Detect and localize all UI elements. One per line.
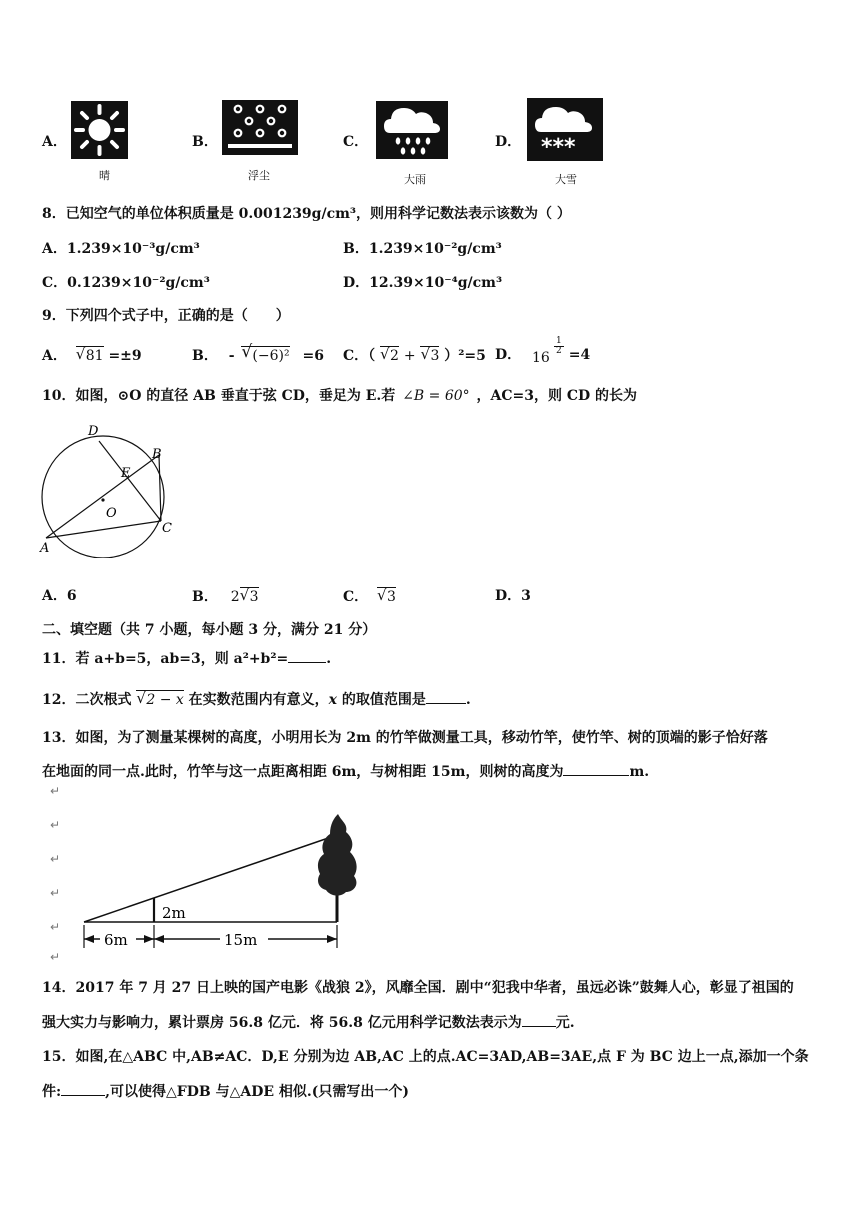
q14-line1: 14．2017 年 7 月 27 日上映的国产电影《战狼 2》，风靡全国．剧中“犯我中华者，虽远必诛”鼓舞人心，彰显了祖国的 <box>42 980 794 996</box>
q14-line2 <box>42 1014 575 1032</box>
q12 <box>42 690 471 709</box>
q12-period: . <box>465 692 471 708</box>
q14-line2-text: 强大实力与影响力，累计票房 56.8 亿元．将 56.8 亿元用科学记数法表示为 <box>42 1015 522 1031</box>
q9-option-c <box>343 346 486 365</box>
q9-a-radical: √ 81 <box>75 345 104 364</box>
q10-b-radicand: 3 <box>249 589 259 605</box>
q9-d-exponent <box>554 337 564 356</box>
sun-icon <box>71 101 128 159</box>
return-mark: ↵ <box>50 852 61 866</box>
q12-variable: x <box>328 692 338 708</box>
distance-15m-label: 15m <box>224 931 258 949</box>
q9-c-radicand-2: 3 <box>430 348 440 364</box>
q9-a-radicand: 81 <box>85 348 104 364</box>
return-mark: ↵ <box>50 920 61 934</box>
q11-text: 11．若 a+b=5，ab=3，则 a²+b²= <box>42 651 289 667</box>
q9-option-a <box>42 346 142 365</box>
q8-option-a: A．1.239×10⁻³g/cm³ <box>42 241 200 257</box>
label-b: B <box>152 447 162 462</box>
label-o: O <box>106 506 117 521</box>
q12-text-mid: 在实数范围内有意义， <box>188 692 329 708</box>
q10-circle-figure <box>36 418 186 558</box>
heavy-snow-icon <box>527 98 603 161</box>
heavy-rain-icon <box>376 101 448 159</box>
q13-line2 <box>42 763 649 781</box>
q13-line2-text: 在地面的同一点.此时，竹竿与这一点距离相距 6m，与树相距 15m，则树的高度为 <box>42 764 564 780</box>
q9-b-radicand: (−6)² <box>252 348 290 364</box>
return-mark: ↵ <box>50 818 61 832</box>
q10-b-coef: 2 <box>230 589 240 605</box>
q10-option-d: D．3 <box>495 588 531 604</box>
option-b-letter: B． <box>192 134 218 150</box>
option-c-caption: 大雨 <box>404 173 426 186</box>
q9-d-power <box>532 336 564 366</box>
q13-shadow-figure <box>78 808 374 956</box>
q12-radicand: 2 − x <box>146 692 184 708</box>
q13-line1: 13．如图，为了测量某棵树的高度，小明用长为 2m 的竹竿做测量工具，移动竹竿，使竹竿、树的顶端的影子恰好落 <box>42 730 768 746</box>
q9-option-b <box>192 342 324 365</box>
q10-c-radicand: 3 <box>387 589 396 605</box>
q10-b-radical: √ 3 <box>239 586 259 605</box>
q10-c-letter: C． <box>343 589 369 605</box>
option-b-caption: 浮尘 <box>248 169 270 182</box>
q14-answer-blank[interactable] <box>522 1026 556 1027</box>
q14-unit: 元. <box>555 1015 575 1031</box>
q9-option-d <box>495 336 591 366</box>
pole-height-label: 2m <box>162 904 186 922</box>
option-d-letter: D． <box>495 134 522 150</box>
q9-b-rest: =6 <box>302 348 324 364</box>
q9-stem: 9．下列四个式子中，正确的是（ ） <box>42 308 290 324</box>
q9-d-rest: =4 <box>568 347 591 363</box>
q10-option-a: A．6 <box>42 588 77 604</box>
q8-option-b: B．1.239×10⁻²g/cm³ <box>343 241 502 257</box>
q9-c-letter: C．（ <box>343 348 376 364</box>
return-mark: ↵ <box>50 886 61 900</box>
label-a: A <box>40 541 50 556</box>
q13-answer-blank[interactable] <box>563 775 629 776</box>
option-d-caption: 大雪 <box>555 173 577 186</box>
q10-b-letter: B． <box>192 589 218 605</box>
q15-answer-blank[interactable] <box>61 1095 105 1096</box>
q10-option-c <box>343 587 396 606</box>
q10-c-radical: √ 3 <box>377 586 396 605</box>
q9-c-rest: ）²=5 <box>444 348 486 364</box>
q9-b-neg: - <box>228 348 235 364</box>
return-mark: ↵ <box>50 950 61 964</box>
label-e: E <box>121 466 131 481</box>
q10-stem <box>42 387 637 405</box>
q9-a-letter: A． <box>42 348 67 364</box>
q10-angle: ∠B = 60° <box>402 388 470 404</box>
q12-text-mid2: 的取值范围是 <box>337 692 426 708</box>
q9-a-rest: =±9 <box>108 348 142 364</box>
label-c: C <box>162 521 172 536</box>
q9-d-exp-den: 2 <box>555 346 562 356</box>
q9-d-letter: D． <box>495 347 522 363</box>
q11 <box>42 650 331 668</box>
q9-c-radical-2: √ 3 <box>420 345 440 364</box>
q9-d-exp-num: 1 <box>554 337 564 347</box>
return-mark: ↵ <box>50 784 61 798</box>
distance-6m-label: 6m <box>104 931 128 949</box>
q15-line2-text: ,可以使得△FDB 与△ADE 相似.(只需写出一个) <box>105 1084 410 1100</box>
q8-option-d: D．12.39×10⁻⁴g/cm³ <box>343 275 503 291</box>
q12-radical: √ 2 − x <box>136 689 184 708</box>
q10-option-b <box>192 587 259 606</box>
q9-b-letter: B． <box>192 348 218 364</box>
q12-answer-blank[interactable] <box>426 703 466 704</box>
option-a-caption: 晴 <box>99 169 110 182</box>
q9-b-radical: √ (−6)² <box>241 342 290 364</box>
q15-line2-pre: 件: <box>42 1084 62 1100</box>
q8-stem: 8．已知空气的单位体积质量是 0.001239g/cm³，则用科学记数法表示该数为（ ） <box>42 206 571 222</box>
section-heading: 二、填空题（共 7 小题，每小题 3 分，满分 21 分） <box>42 622 377 638</box>
svg-text:***: *** <box>541 135 576 160</box>
q8-option-c: C．0.1239×10⁻²g/cm³ <box>42 275 210 291</box>
label-d: D <box>88 424 99 439</box>
q10-stem-post: ，AC=3，则 CD 的长为 <box>476 388 638 404</box>
q9-d-base: 16 <box>532 350 550 366</box>
q12-text-pre: 12．二次根式 <box>42 692 132 708</box>
q15-line2 <box>42 1083 409 1101</box>
q15-line1: 15．如图,在△ABC 中,AB≠AC．D,E 分别为边 AB,AC 上的点.AC=3AD,AB=3AE,点 F 为 BC 边上一点,添加一个条 <box>42 1049 809 1065</box>
floating-dust-icon <box>222 100 298 155</box>
q11-answer-blank[interactable] <box>288 662 326 663</box>
q9-c-radical-1: √ 2 <box>380 345 399 364</box>
q10-stem-pre: 10．如图，⊙O 的直径 AB 垂直于弦 CD，垂足为 E.若 <box>42 388 396 404</box>
option-a-letter: A． <box>42 134 67 150</box>
q13-unit: m. <box>629 764 650 780</box>
option-c-letter: C． <box>343 134 369 150</box>
q11-period: . <box>326 651 332 667</box>
q9-c-radicand-1: 2 <box>390 348 399 364</box>
q9-c-plus: + <box>403 348 416 364</box>
